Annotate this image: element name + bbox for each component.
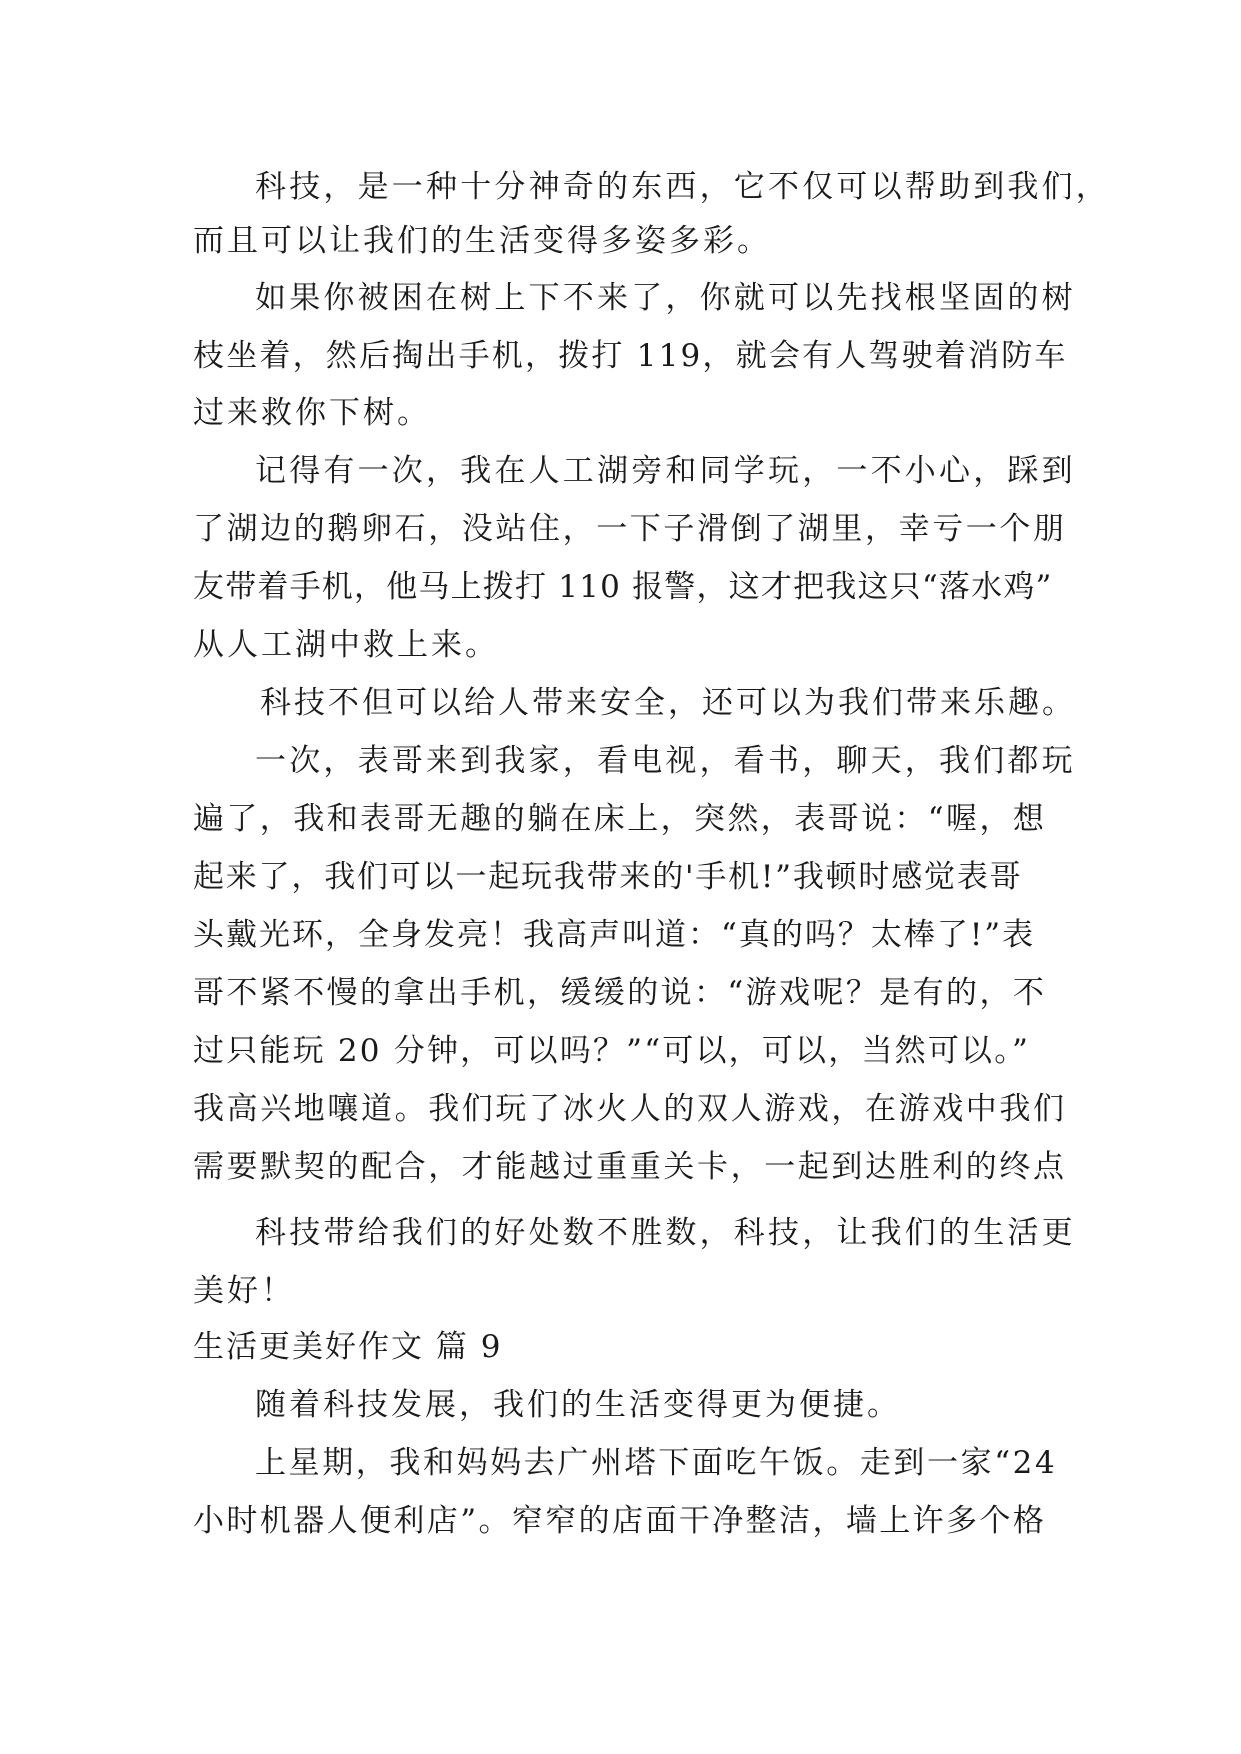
text-line: 而且可以让我们的生活变得多姿多彩。 [193,223,771,259]
text-line: 我高兴地嚷道。我们玩了冰火人的双人游戏，在游戏中我们 [193,1091,1067,1127]
text-line: 过只能玩 20 分钟，可以吗？”“可以，可以，当然可以。” [193,1033,1030,1069]
text-line: 从人工湖中救上来。 [193,627,499,663]
text-line: 枝坐着，然后掏出手机，拨打 119，就会有人驾驶着消防车 [193,338,1068,374]
text-line: 上星期，我和妈妈去广州塔下面吃午饭。走到一家“24 [255,1445,1058,1481]
text-line: 头戴光环，全身发亮！我高声叫道：“真的吗？太棒了!”表 [193,917,1036,953]
text-line: 美好！ [193,1273,295,1309]
text-line: 遍了，我和表哥无趣的躺在床上，突然，表哥说：“喔，想 [193,801,1047,837]
text-line: 起来了，我们可以一起玩我带来的'手机!”我顿时感觉表哥 [193,859,1023,895]
text-line: 科技，是一种十分神奇的东西，它不仅可以帮助到我们， [255,169,1110,205]
text-line: 记得有一次，我在人工湖旁和同学玩，一不小心，踩到 [255,453,1076,489]
text-line: 友带着手机，他马上拨打 110 报警，这才把我这只“落水鸡” [193,569,1053,605]
text-line: 科技不但可以给人带来安全，还可以为我们带来乐趣。 [260,685,1076,721]
text-line: 一次，表哥来到我家，看电视，看书，聊天，我们都玩 [255,743,1076,779]
text-line: 需要默契的配合，才能越过重重关卡，一起到达胜利的终点 [193,1149,1067,1185]
text-line: 随着科技发展，我们的生活变得更为便捷。 [255,1387,901,1423]
text-line: 过来救你下树。 [193,395,431,431]
text-line: 小时机器人便利店”。窄窄的店面干净整洁，墙上许多个格 [193,1503,1047,1539]
section-heading: 生活更美好作文 篇 9 [193,1329,503,1365]
text-line: 科技带给我们的好处数不胜数，科技，让我们的生活更 [255,1215,1076,1251]
text-line: 如果你被困在树上下不来了，你就可以先找根坚固的树 [255,280,1076,316]
text-line: 了湖边的鹅卵石，没站住，一下子滑倒了湖里，幸亏一个朋 [193,511,1067,547]
text-line: 哥不紧不慢的拿出手机，缓缓的说：“游戏呢？是有的，不 [193,975,1047,1011]
